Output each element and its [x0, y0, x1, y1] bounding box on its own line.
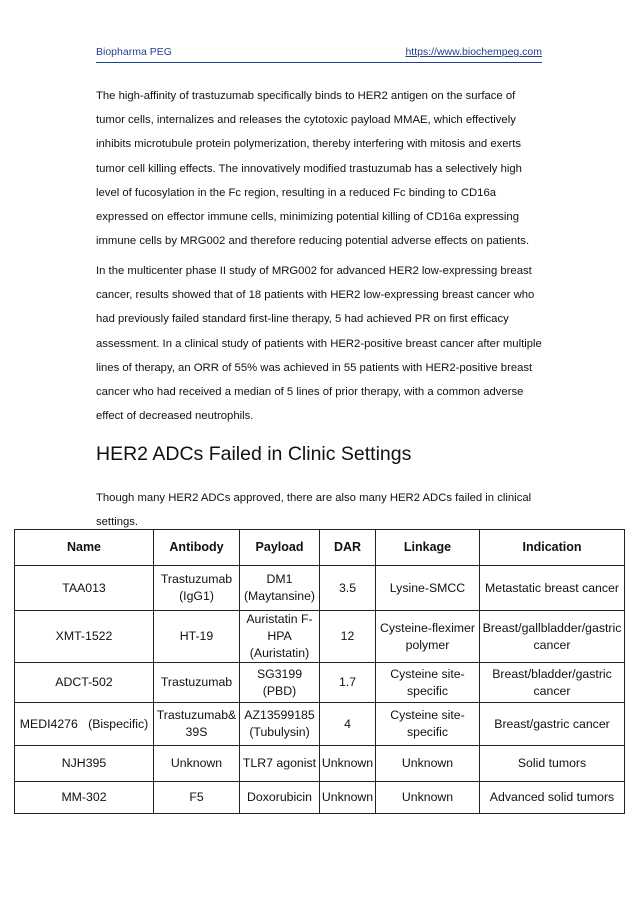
- table-cell: AZ13599185 (Tubulysin): [240, 703, 320, 746]
- table-cell: 4: [320, 703, 376, 746]
- table-cell: Breast/bladder/gastric cancer: [480, 663, 625, 703]
- section-title: HER2 ADCs Failed in Clinic Settings: [96, 443, 412, 465]
- table-cell: Breast/gallbladder/gastric cancer: [480, 611, 625, 663]
- table-cell: TAA013: [15, 566, 154, 611]
- table-row: [15, 703, 625, 746]
- table-row: [15, 782, 625, 814]
- table-row: [15, 611, 625, 663]
- table-cell: 12: [320, 611, 376, 663]
- table-cell: 1.7: [320, 663, 376, 703]
- table-cell: Trastuzumab (IgG1): [154, 566, 240, 611]
- table-cell: XMT-1522: [15, 611, 154, 663]
- intro-paragraph: Though many HER2 ADCs approved, there are also many HER2 ADCs failed in clinical settings.: [96, 492, 532, 529]
- table-row: [15, 663, 625, 703]
- page-header: [96, 44, 542, 63]
- table-cell: HT-19: [154, 611, 240, 663]
- table-cell: Solid tumors: [480, 746, 625, 782]
- column-header: Linkage: [376, 530, 480, 566]
- column-header: DAR: [320, 530, 376, 566]
- table-cell: MEDI4276 (Bispecific): [15, 703, 154, 746]
- table-cell: Trastuzumab: [154, 663, 240, 703]
- table-cell: Metastatic breast cancer: [480, 566, 625, 611]
- table-cell: Auristatin F-HPA (Auristatin): [240, 611, 320, 663]
- header-url-link[interactable]: https://www.biochempeg.com: [405, 46, 542, 58]
- table-cell: TLR7 agonist: [240, 746, 320, 782]
- column-header: Indication: [480, 530, 625, 566]
- table-header-row: [15, 530, 625, 566]
- table-cell: SG3199 (PBD): [240, 663, 320, 703]
- table-cell: Cysteine-fleximer polymer: [376, 611, 480, 663]
- table-cell: MM-302: [15, 782, 154, 814]
- table-cell: DM1 (Maytansine): [240, 566, 320, 611]
- table-cell: Trastuzumab& 39S: [154, 703, 240, 746]
- table-cell: 3.5: [320, 566, 376, 611]
- column-header: Payload: [240, 530, 320, 566]
- table-cell: Cysteine site-specific: [376, 663, 480, 703]
- paragraph-1: The high-affinity of trastuzumab specifically binds to HER2 antigen on the surface of tumor cells, internalizes and releases the cytotoxic payload MMAE, which effectively inhibits microtubule protein polymerization, thereby interfering with mitosis and exerts tumor cell killing effects. The innovatively modified trastuzumab has a selectively high level of fucosylation in the Fc region, resulting in a reduced Fc binding to CD16a expressed on effector immune cells, minimizing potential killing of CD16a expressing immune cells by MRG002 and therefore reducing potential adverse effects on patients.: [96, 90, 530, 248]
- table-cell: Doxorubicin: [240, 782, 320, 814]
- header-brand: Biopharma PEG: [96, 46, 172, 58]
- table-cell: Advanced solid tumors: [480, 782, 625, 814]
- table-row: [15, 746, 625, 782]
- table-row: [15, 566, 625, 611]
- column-header: Antibody: [154, 530, 240, 566]
- table-cell: Unknown: [320, 782, 376, 814]
- table-cell: Unknown: [376, 782, 480, 814]
- paragraph-2: In the multicenter phase II study of MRG002 for advanced HER2 low-expressing breast cancer, results showed that of 18 patients with HER2 low-expressing breast cancer who had previously failed standard first-line therapy, 5 had achieved PR on first efficacy assessment. In a clinical study of patients with HER2-positive breast cancer after multiple lines of therapy, an ORR of 55% was achieved in 55 patients with HER2-positive breast cancer who had received a median of 5 lines of prior therapy, with a common adverse effect of decreased neutrophils.: [96, 265, 542, 423]
- table-cell: Cysteine site-specific: [376, 703, 480, 746]
- table-cell: Unknown: [376, 746, 480, 782]
- table-cell: ADCT-502: [15, 663, 154, 703]
- column-header: Name: [15, 530, 154, 566]
- adc-table: [14, 529, 625, 814]
- table-cell: F5: [154, 782, 240, 814]
- table-cell: Lysine-SMCC: [376, 566, 480, 611]
- table-cell: Unknown: [154, 746, 240, 782]
- table-cell: Breast/gastric cancer: [480, 703, 625, 746]
- table-cell: NJH395: [15, 746, 154, 782]
- table-cell: Unknown: [320, 746, 376, 782]
